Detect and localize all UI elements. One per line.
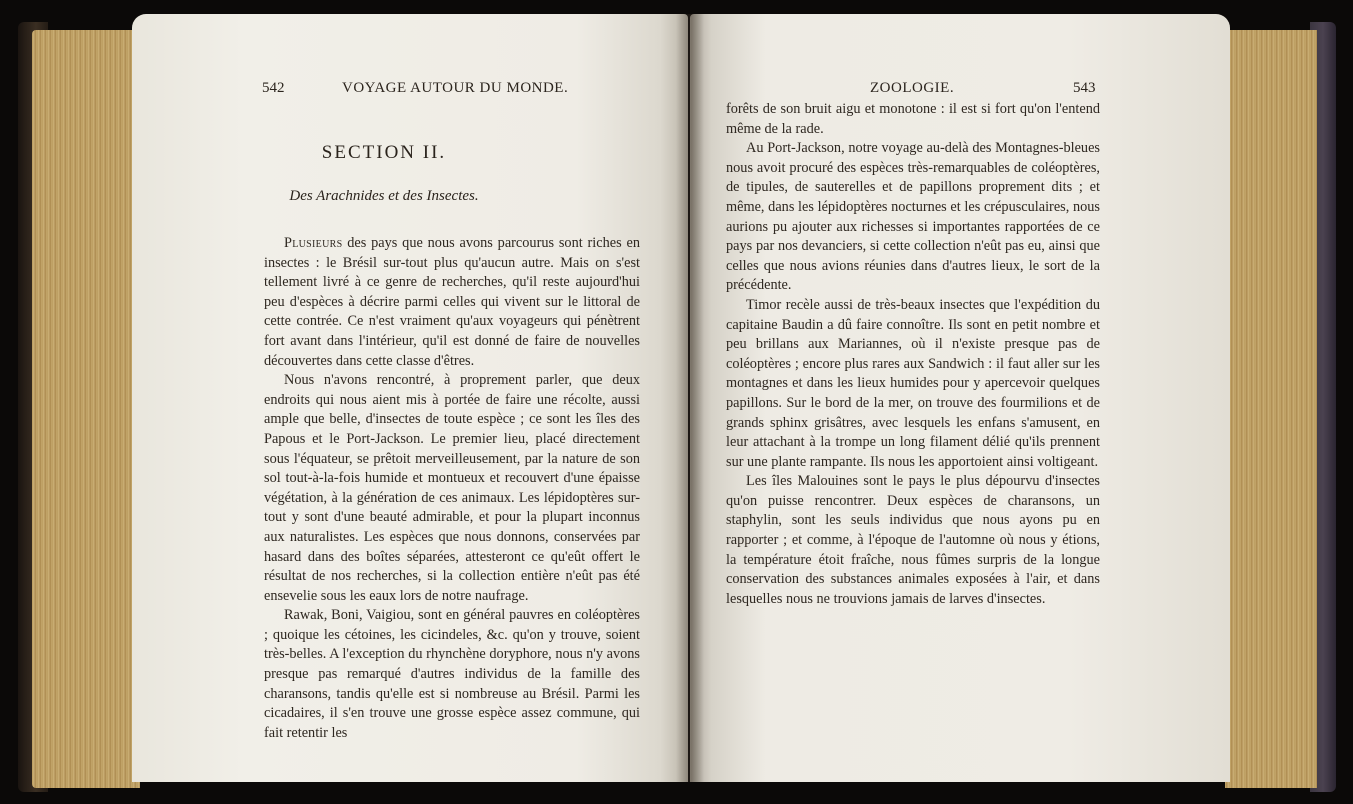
right-paragraph-continued: forêts de son bruit aigu et monotone : il est si fort qu'on l'entend même de la rade. [726, 101, 1100, 137]
left-page-edges [32, 30, 140, 788]
right-paragraph-4: Les îles Malouines sont le pays le plus dépourvu d'insectes qu'on puisse rencontrer. Deux espèces de charansons, un staphylin, sont les seuls individus que nous ayons pu en rapporter ; et comme, à l'époque de l'automne où nous y étions, la température étoit fraîche, nous fûmes surpris de la longue conservation des substances animales exposées à l'air, et dans lesquelles nous ne trouvions jamais de larves d'insectes. [726, 473, 1100, 607]
left-paragraph-1-body: des pays que nous avons parcourus sont riches en insectes : le Brésil sur-tout plus qu'aucun autre. Mais on s'est tellement livré à ce genre de recherches, qu'il reste aujourd'hui peu d'espèces à décrire parmi celles qui vivent sur le littoral de cette contrée. Ce n'est vraiment qu'aux voyageurs qui pénètrent fort avant dans l'intérieur, qu'il est donné de faire de nouvelles découvertes dans cette classe d'êtres. [264, 235, 640, 369]
right-paragraph-2: Au Port-Jackson, notre voyage au-delà des Montagnes-bleues nous avoit procuré des espèces très-remarquables de coléoptères, de tipules, de sauterelles et de papillons proprement dits ; et même, dans les lépidoptères nocturnes et les crépusculaires, nous aurions pu ajouter aux richesses si importantes rapportées de ce pays par nos devanciers, si cette collection n'eût pas eu, ainsi que celles que nous avions réunies dans d'autres lieux, le sort de la précédente. [726, 140, 1100, 294]
right-running-head: ZOOLOGIE. [870, 80, 955, 96]
section-subtitle: Des Arachnides et des Insectes. [289, 188, 479, 204]
right-folio: 543 [1073, 80, 1096, 96]
right-page-edges [1225, 30, 1317, 788]
book-gutter [676, 14, 704, 782]
right-page-text [726, 100, 1100, 609]
left-paragraph-3: Rawak, Boni, Vaigiou, sont en général pauvres en coléoptères ; quoique les cétoines, les cicindeles, &c. qu'on y trouve, soient très-belles. A l'exception du rhynchène doryphore, nous n'y avons presque pas remarqué d'autres individus de la famille des charansons, tandis qu'elle est si nombreuse au Brésil. Parmi les cicadaires, il s'en trouve une grosse espèce assez commune, qui fait retentir les [264, 607, 640, 741]
right-paragraph-3: Timor recèle aussi de très-beaux insectes que l'expédition du capitaine Baudin a dû faire connoître. Ils sont en petit nombre et peu brillans aux Mariannes, où il n'existe presque pas de coléoptères ; encore plus rares aux Sandwich : il faut aller sur les montagnes et dans les lieux humides pour y apercevoir quelques papillons. Sur le bord de la mer, on trouve des fourmilions et de grands sphinx grisâtres, avec lesquels les enfans s'amusent, en leur attachant à la trompe un long filament délié qu'ils prennent sur une plante rampante. Ils nous les apportoient ainsi voltigeant. [726, 296, 1100, 470]
left-running-head: VOYAGE AUTOUR DU MONDE. [342, 80, 569, 96]
left-page-text [264, 234, 640, 743]
left-paragraph-2: Nous n'avons rencontré, à proprement parler, que deux endroits qui nous aient mis à portée de faire une récolte, aussi ample que belle, d'insectes de toute espèce ; ce sont les îles des Papous et le Port-Jackson. Le premier lieu, placé directement sous l'équateur, se prêtoit merveilleusement, par la nature de son sol tout-à-la-fois humide et montueux et recouvert d'une épaisse végétation, à la génération de ces animaux. Les lépidoptères sur-tout y sont d'une beauté admirable, et pour la plupart inconnus aux naturalistes. Les espèces que nous donnons, conservées par hasard dans des boîtes séparées, attesteront ce qu'eût offert le résultat de nos recherches, si la collection entière n'eût pas été ensevelie sous les eaux lors de notre naufrage. [264, 372, 640, 604]
drop-lead-word: Plusieurs [284, 235, 343, 251]
left-folio: 542 [262, 80, 285, 96]
section-title: SECTION II. [321, 142, 447, 163]
left-paragraph-1 [264, 234, 640, 371]
